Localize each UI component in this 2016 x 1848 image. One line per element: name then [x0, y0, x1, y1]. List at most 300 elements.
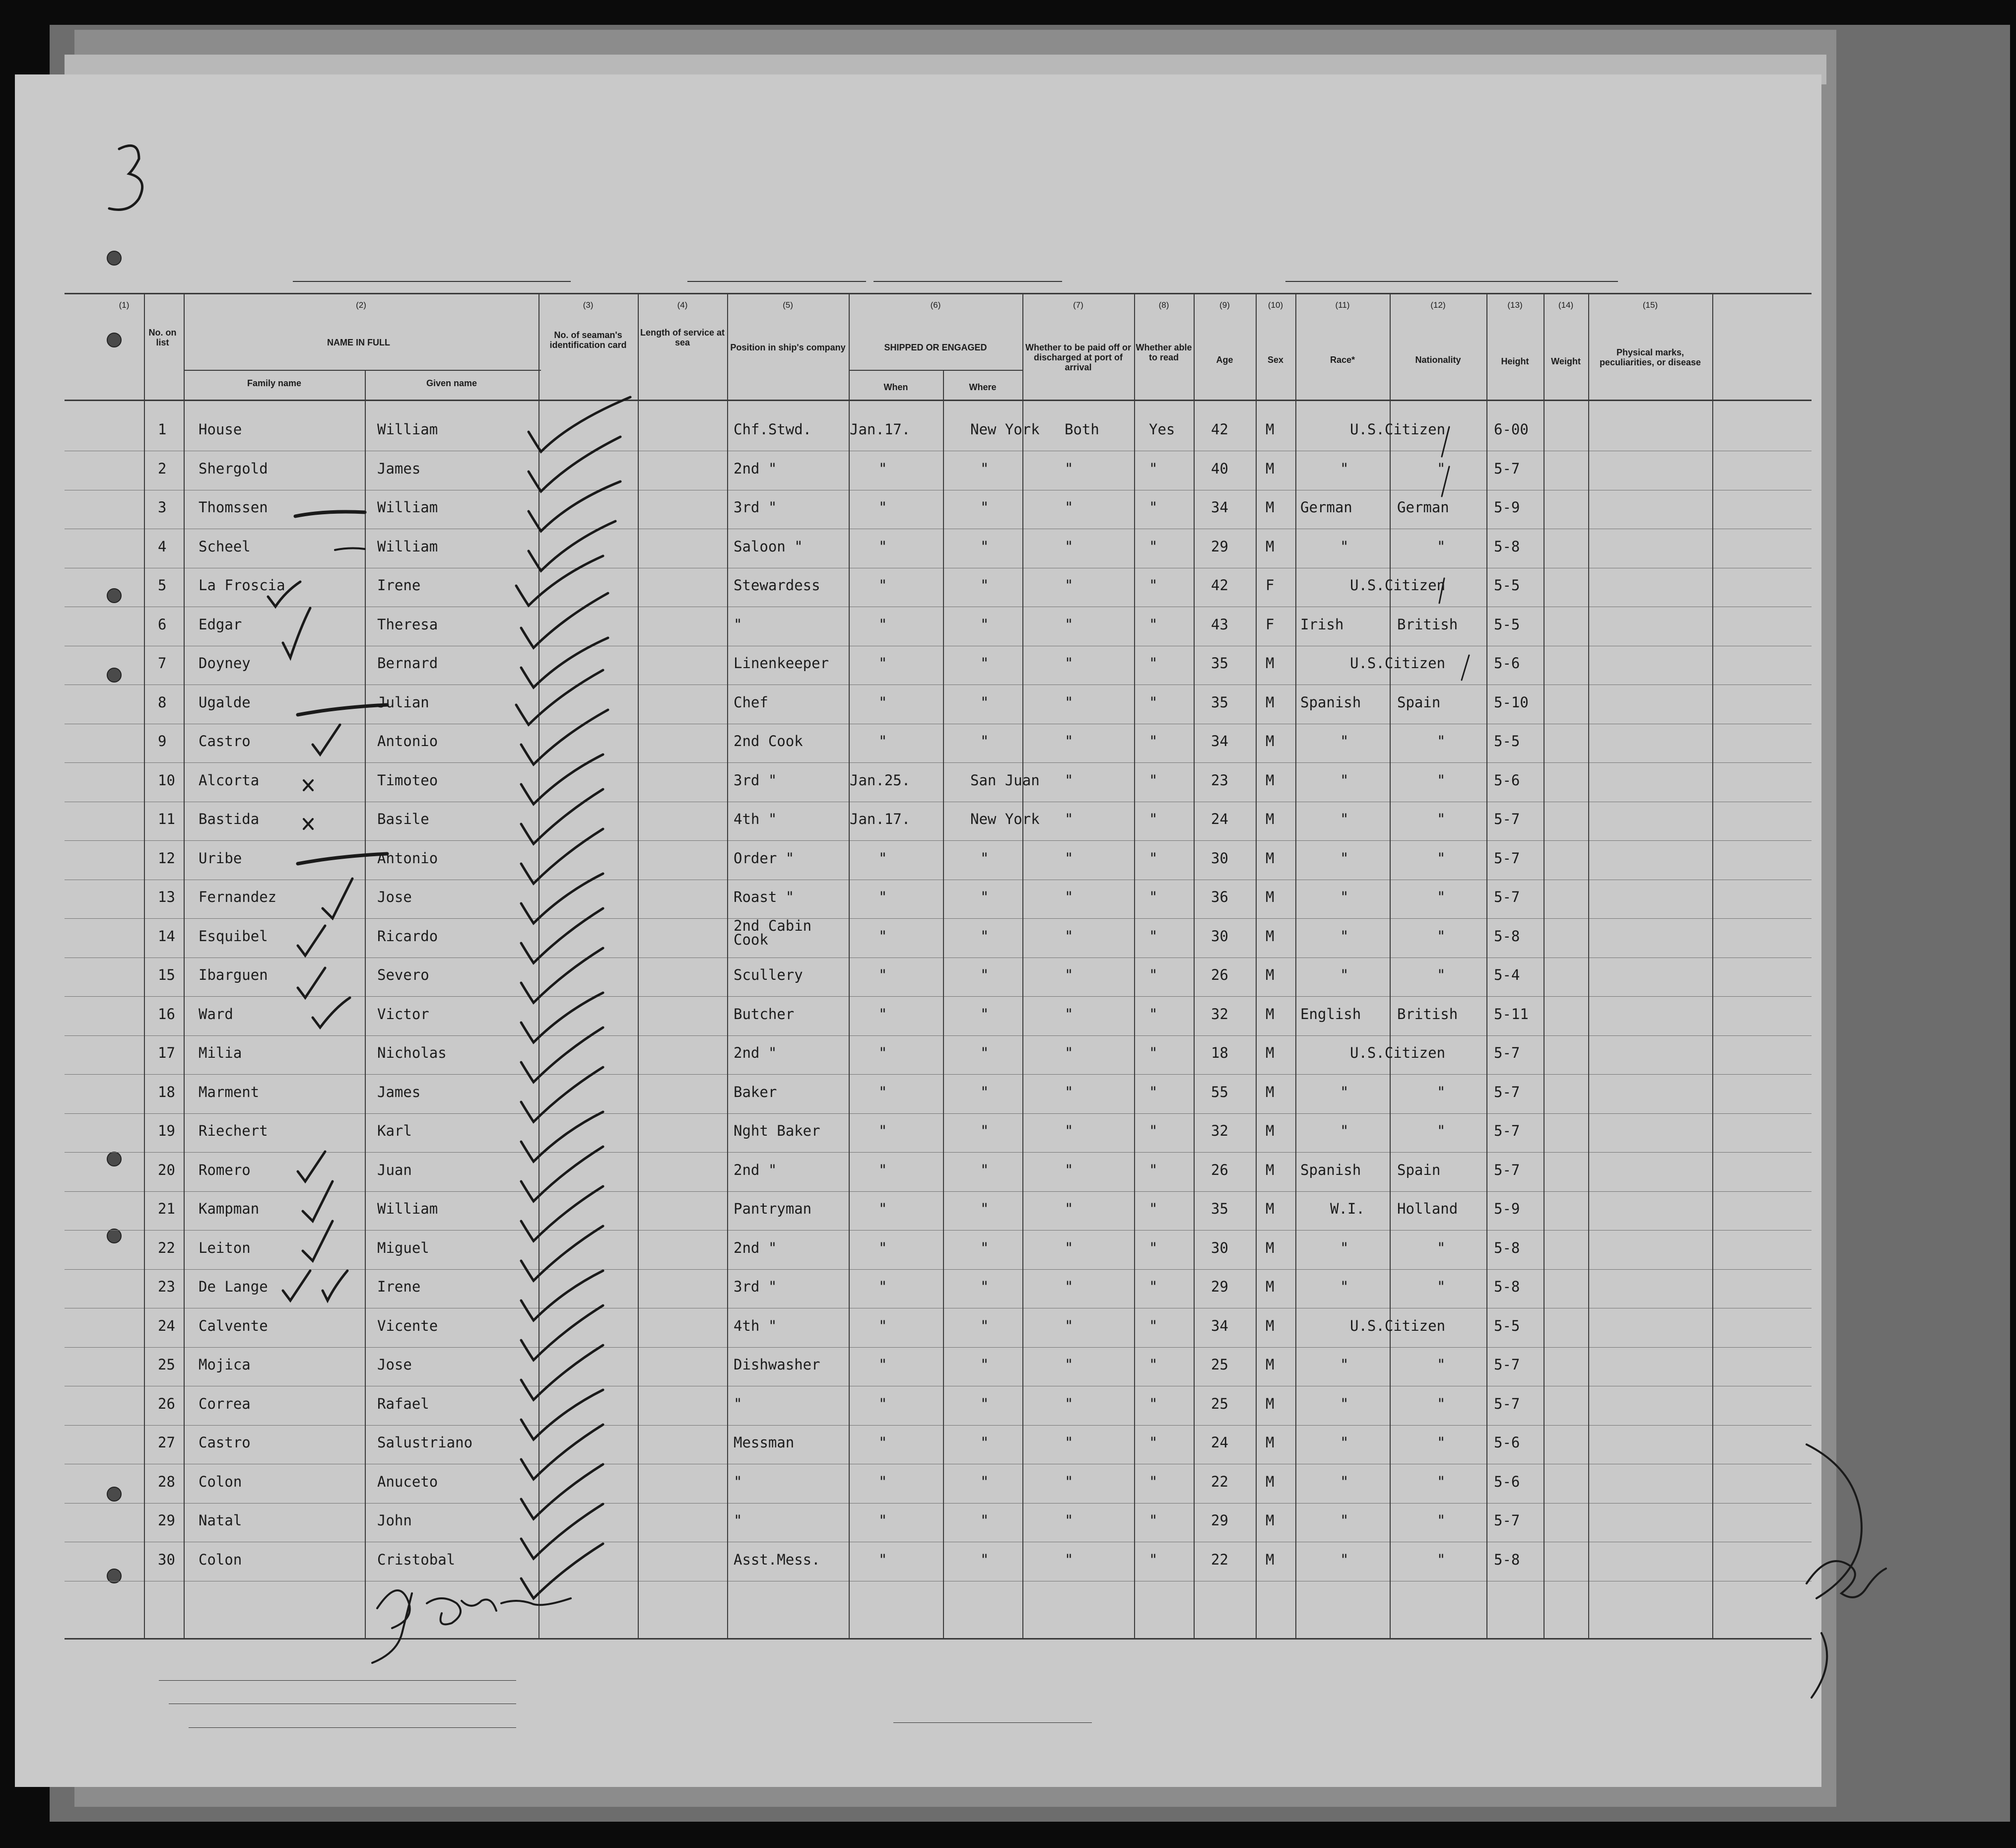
given-name: Basile	[377, 811, 429, 827]
shipped-when: "	[878, 1434, 887, 1451]
sex: M	[1266, 1083, 1275, 1100]
shipped-where: "	[980, 1551, 989, 1568]
height: 5-8	[1494, 538, 1520, 555]
shipped-when: Jan.25.	[850, 771, 911, 789]
sex: M	[1266, 1512, 1275, 1529]
sex: M	[1266, 538, 1275, 555]
age: 29	[1211, 1512, 1228, 1529]
paid-off: "	[1065, 655, 1074, 672]
shipped-where: "	[980, 1239, 989, 1256]
age: 29	[1211, 1278, 1228, 1295]
position: 3rd "	[734, 1278, 777, 1295]
position: Saloon "	[734, 538, 803, 555]
height: 5-7	[1494, 1083, 1520, 1100]
given-name: Severo	[377, 966, 429, 983]
height: 5-6	[1494, 655, 1520, 672]
shipped-where: "	[980, 889, 989, 905]
height: 6-00	[1494, 421, 1529, 438]
row-number: 4	[158, 538, 167, 555]
position: Butcher	[734, 1005, 795, 1023]
sex: M	[1266, 1551, 1275, 1568]
height: 5-7	[1494, 1161, 1520, 1178]
paid-off: "	[1065, 693, 1074, 711]
row-number: 1	[158, 421, 167, 438]
age: 32	[1211, 1122, 1228, 1139]
given-name: Victor	[377, 1005, 429, 1023]
family-name: Uribe	[199, 849, 242, 867]
position: Pantryman	[734, 1200, 812, 1217]
position: "	[734, 616, 742, 633]
given-name: Rafael	[377, 1395, 429, 1412]
age: 34	[1211, 499, 1228, 516]
sex: M	[1266, 1356, 1275, 1373]
sex: M	[1266, 499, 1275, 516]
header-service: Length of service at sea	[640, 328, 725, 347]
shipped-where: "	[980, 1473, 989, 1490]
shipped-where: "	[980, 733, 989, 750]
age: 42	[1211, 577, 1228, 594]
nationality: "	[1437, 1512, 1446, 1529]
race: English	[1300, 1005, 1361, 1023]
given-name: Miguel	[377, 1239, 429, 1256]
family-name: Shergold	[199, 460, 268, 477]
column-number: (15)	[1642, 300, 1658, 310]
header-age: Age	[1216, 355, 1233, 365]
shipped-when: "	[878, 655, 887, 672]
sex: M	[1266, 927, 1275, 945]
shipped-when: "	[878, 1200, 887, 1217]
race: "	[1340, 1473, 1349, 1490]
shipped-where: "	[980, 927, 989, 945]
race: "	[1340, 771, 1349, 789]
sex: M	[1266, 733, 1275, 750]
nationality: "	[1437, 966, 1446, 983]
row-number: 27	[158, 1434, 175, 1451]
family-name: Milia	[199, 1044, 242, 1061]
shipped-when: "	[878, 927, 887, 945]
race: "	[1340, 1395, 1349, 1412]
sex: M	[1266, 1239, 1275, 1256]
shipped-when: "	[878, 1239, 887, 1256]
able-to-read: "	[1149, 849, 1158, 867]
position: 2nd "	[734, 1161, 777, 1178]
shipped-where: "	[980, 1161, 989, 1178]
paid-off: "	[1065, 616, 1074, 633]
height: 5-8	[1494, 927, 1520, 945]
paid-off: "	[1065, 1200, 1074, 1217]
paid-off: "	[1065, 927, 1074, 945]
nationality: British	[1397, 1005, 1458, 1023]
height: 5-6	[1494, 1473, 1520, 1490]
shipped-when: "	[878, 1122, 887, 1139]
sex: M	[1266, 1278, 1275, 1295]
position: "	[734, 1473, 742, 1490]
shipped-when: "	[878, 1473, 887, 1490]
given-name: Jose	[377, 1356, 412, 1373]
header-no: No. on list	[148, 328, 177, 347]
sex: M	[1266, 1122, 1275, 1139]
paid-off: "	[1065, 538, 1074, 555]
race: "	[1340, 849, 1349, 867]
family-name: Castro	[199, 1434, 251, 1451]
header-given-name: Given name	[426, 378, 477, 388]
shipped-where: "	[980, 577, 989, 594]
height: 5-7	[1494, 889, 1520, 905]
shipped-where: "	[980, 1044, 989, 1061]
nationality: "	[1437, 889, 1446, 905]
able-to-read: "	[1149, 1434, 1158, 1451]
position: "	[734, 1395, 742, 1412]
race: Spanish	[1300, 1161, 1361, 1178]
nationality: Spain	[1397, 693, 1441, 711]
paid-off: "	[1065, 849, 1074, 867]
age: 29	[1211, 538, 1228, 555]
race: "	[1340, 1122, 1349, 1139]
shipped-where: "	[980, 1200, 989, 1217]
position: 3rd "	[734, 499, 777, 516]
shipped-when: Jan.17.	[850, 421, 911, 438]
shipped-when: "	[878, 577, 887, 594]
shipped-when: Jan.17.	[850, 811, 911, 827]
family-name: Bastida	[199, 811, 260, 827]
race: "	[1340, 538, 1349, 555]
height: 5-7	[1494, 811, 1520, 827]
height: 5-6	[1494, 1434, 1520, 1451]
able-to-read: "	[1149, 1239, 1158, 1256]
shipped-when: "	[878, 1278, 887, 1295]
column-number: (10)	[1268, 300, 1283, 310]
given-name: Anuceto	[377, 1473, 438, 1490]
given-name: Salustriano	[377, 1434, 473, 1451]
header-weight: Weight	[1551, 356, 1581, 366]
able-to-read: "	[1149, 577, 1158, 594]
age: 32	[1211, 1005, 1228, 1023]
family-name: De Lange	[199, 1278, 268, 1295]
position: Scullery	[734, 966, 803, 983]
paid-off: Both	[1065, 421, 1099, 438]
height: 5-7	[1494, 849, 1520, 867]
able-to-read: "	[1149, 733, 1158, 750]
race: Spanish	[1300, 693, 1361, 711]
row-number: 10	[158, 771, 175, 789]
nationality: U.S.Citizen	[1350, 421, 1446, 438]
nationality: British	[1397, 616, 1458, 633]
column-number: (4)	[677, 300, 688, 310]
column-number: (12)	[1430, 300, 1446, 310]
shipped-when: "	[878, 1005, 887, 1023]
family-name: Fernandez	[199, 889, 277, 905]
height: 5-5	[1494, 577, 1520, 594]
paid-off: "	[1065, 460, 1074, 477]
shipped-when: "	[878, 966, 887, 983]
able-to-read: "	[1149, 1005, 1158, 1023]
given-name: William	[377, 421, 438, 438]
able-to-read: "	[1149, 1044, 1158, 1061]
paid-off: "	[1065, 499, 1074, 516]
paid-off: "	[1065, 1356, 1074, 1373]
row-number: 26	[158, 1395, 175, 1412]
row-number: 8	[158, 693, 167, 711]
race: "	[1340, 889, 1349, 905]
shipped-when: "	[878, 499, 887, 516]
column-number: (8)	[1158, 300, 1169, 310]
age: 26	[1211, 966, 1228, 983]
given-name: Irene	[377, 577, 421, 594]
race: "	[1340, 1239, 1349, 1256]
sex: M	[1266, 1473, 1275, 1490]
able-to-read: "	[1149, 1278, 1158, 1295]
shipped-when: "	[878, 889, 887, 905]
age: 30	[1211, 1239, 1228, 1256]
race: "	[1340, 460, 1349, 477]
nationality: "	[1437, 1473, 1446, 1490]
row-number: 17	[158, 1044, 175, 1061]
family-name: La Froscia	[199, 577, 285, 594]
nationality: "	[1437, 1434, 1446, 1451]
race: "	[1340, 966, 1349, 983]
sex: M	[1266, 1161, 1275, 1178]
able-to-read: "	[1149, 460, 1158, 477]
able-to-read: "	[1149, 811, 1158, 827]
paid-off: "	[1065, 1278, 1074, 1295]
given-name: Vicente	[377, 1317, 438, 1334]
age: 24	[1211, 811, 1228, 827]
family-name: House	[199, 421, 242, 438]
shipped-where: "	[980, 1122, 989, 1139]
family-name: Ward	[199, 1005, 233, 1023]
shipped-when: "	[878, 849, 887, 867]
race: "	[1340, 927, 1349, 945]
given-name: Irene	[377, 1278, 421, 1295]
shipped-where: "	[980, 616, 989, 633]
height: 5-4	[1494, 966, 1520, 983]
nationality: "	[1437, 1239, 1446, 1256]
paid-off: "	[1065, 733, 1074, 750]
paid-off: "	[1065, 1083, 1074, 1100]
age: 26	[1211, 1161, 1228, 1178]
race: "	[1340, 1356, 1349, 1373]
column-number: (5)	[783, 300, 793, 310]
nationality: "	[1437, 1122, 1446, 1139]
height: 5-8	[1494, 1278, 1520, 1295]
height: 5-9	[1494, 499, 1520, 516]
row-number: 29	[158, 1512, 175, 1529]
family-name: Marment	[199, 1083, 260, 1100]
header-name-in-full: NAME IN FULL	[327, 338, 390, 347]
sex: M	[1266, 1200, 1275, 1217]
age: 34	[1211, 1317, 1228, 1334]
paid-off: "	[1065, 1122, 1074, 1139]
nationality: Holland	[1397, 1200, 1458, 1217]
height: 5-7	[1494, 1395, 1520, 1412]
shipped-when: "	[878, 1356, 887, 1373]
position: Chf.Stwd.	[734, 421, 812, 438]
row-number: 24	[158, 1317, 175, 1334]
nationality: "	[1437, 771, 1446, 789]
given-name: Theresa	[377, 616, 438, 633]
given-name: James	[377, 1083, 421, 1100]
height: 5-7	[1494, 1122, 1520, 1139]
sex: M	[1266, 460, 1275, 477]
position: Order "	[734, 849, 795, 867]
header-position: Position in ship's company	[730, 342, 846, 352]
family-name: Colon	[199, 1473, 242, 1490]
column-number: (3)	[583, 300, 594, 310]
sex: M	[1266, 1317, 1275, 1334]
header-race: Race*	[1330, 355, 1355, 365]
age: 42	[1211, 421, 1228, 438]
able-to-read: "	[1149, 1356, 1158, 1373]
able-to-read: "	[1149, 1161, 1158, 1178]
header-paid-off: Whether to be paid off or discharged at port of arrival	[1025, 342, 1131, 372]
family-name: Romero	[199, 1161, 251, 1178]
header-where: Where	[969, 382, 997, 392]
paid-off: "	[1065, 1512, 1074, 1529]
shipped-where: New York	[970, 811, 1040, 827]
position: Roast "	[734, 889, 795, 905]
given-name: Julian	[377, 693, 429, 711]
able-to-read: "	[1149, 499, 1158, 516]
race: "	[1340, 1434, 1349, 1451]
paid-off: "	[1065, 1395, 1074, 1412]
able-to-read: "	[1149, 616, 1158, 633]
header-read: Whether able to read	[1136, 342, 1192, 362]
shipped-when: "	[878, 616, 887, 633]
family-name: Calvente	[199, 1317, 268, 1334]
able-to-read: "	[1149, 1473, 1158, 1490]
given-name: Jose	[377, 889, 412, 905]
family-name: Doyney	[199, 655, 251, 672]
position: Messman	[734, 1434, 795, 1451]
shipped-when: "	[878, 733, 887, 750]
shipped-where: San Juan	[970, 771, 1040, 789]
able-to-read: "	[1149, 966, 1158, 983]
sex: M	[1266, 693, 1275, 711]
position: 3rd "	[734, 771, 777, 789]
nationality: "	[1437, 733, 1446, 750]
shipped-when: "	[878, 1317, 887, 1334]
position: Nght Baker	[734, 1122, 820, 1139]
sex: M	[1266, 1395, 1275, 1412]
given-name: Cristobal	[377, 1551, 456, 1568]
nationality: Spain	[1397, 1161, 1441, 1178]
paid-off: "	[1065, 1317, 1074, 1334]
shipped-where: "	[980, 499, 989, 516]
row-number: 23	[158, 1278, 175, 1295]
shipped-where: "	[980, 1083, 989, 1100]
position: 2nd "	[734, 460, 777, 477]
sex: M	[1266, 1005, 1275, 1023]
position: "	[734, 1512, 742, 1529]
given-name: William	[377, 538, 438, 555]
age: 55	[1211, 1083, 1228, 1100]
position: Asst.Mess.	[734, 1551, 820, 1568]
column-number: (1)	[119, 300, 130, 310]
header-nationality: Nationality	[1415, 355, 1461, 365]
column-number: (9)	[1219, 300, 1230, 310]
shipped-where: "	[980, 538, 989, 555]
sex: M	[1266, 655, 1275, 672]
row-number: 12	[158, 849, 175, 867]
nationality: "	[1437, 1395, 1446, 1412]
shipped-where: "	[980, 849, 989, 867]
able-to-read: "	[1149, 927, 1158, 945]
age: 25	[1211, 1356, 1228, 1373]
age: 22	[1211, 1551, 1228, 1568]
age: 40	[1211, 460, 1228, 477]
position: 2nd "	[734, 1044, 777, 1061]
shipped-when: "	[878, 460, 887, 477]
paid-off: "	[1065, 1434, 1074, 1451]
height: 5-5	[1494, 616, 1520, 633]
able-to-read: "	[1149, 1551, 1158, 1568]
given-name: Antonio	[377, 733, 438, 750]
age: 25	[1211, 1395, 1228, 1412]
paid-off: "	[1065, 889, 1074, 905]
shipped-where: New York	[970, 421, 1040, 438]
nationality: U.S.Citizen	[1350, 1317, 1446, 1334]
race: "	[1340, 1551, 1349, 1568]
able-to-read: "	[1149, 538, 1158, 555]
row-number: 2	[158, 460, 167, 477]
row-number: 30	[158, 1551, 175, 1568]
position: 4th "	[734, 811, 777, 827]
race: "	[1340, 811, 1349, 827]
header-marks: Physical marks, peculiarities, or disease	[1599, 347, 1701, 367]
shipped-when: "	[878, 1551, 887, 1568]
column-number: (14)	[1558, 300, 1574, 310]
column-number: (7)	[1073, 300, 1083, 310]
able-to-read: "	[1149, 655, 1158, 672]
shipped-where: "	[980, 655, 989, 672]
shipped-where: "	[980, 1278, 989, 1295]
able-to-read: "	[1149, 1122, 1158, 1139]
row-number: 3	[158, 499, 167, 516]
family-name: Ugalde	[199, 693, 251, 711]
height: 5-8	[1494, 1239, 1520, 1256]
row-number: 28	[158, 1473, 175, 1490]
position: Linenkeeper	[734, 655, 829, 672]
age: 22	[1211, 1473, 1228, 1490]
header-shipped: SHIPPED OR ENGAGED	[884, 342, 987, 352]
shipped-where: "	[980, 1395, 989, 1412]
nationality: "	[1437, 1356, 1446, 1373]
given-name: Nicholas	[377, 1044, 447, 1061]
nationality: "	[1437, 538, 1446, 555]
nationality: U.S.Citizen	[1350, 1044, 1446, 1061]
family-name: Alcorta	[199, 771, 260, 789]
age: 30	[1211, 927, 1228, 945]
race: German	[1300, 499, 1352, 516]
age: 36	[1211, 889, 1228, 905]
header-sex: Sex	[1267, 355, 1284, 365]
paid-off: "	[1065, 1473, 1074, 1490]
height: 5-7	[1494, 1044, 1520, 1061]
shipped-when: "	[878, 693, 887, 711]
header-height: Height	[1501, 356, 1529, 366]
row-number: 9	[158, 733, 167, 750]
nationality: "	[1437, 460, 1446, 477]
family-name: Ibarguen	[199, 966, 268, 983]
family-name: Esquibel	[199, 927, 268, 945]
paid-off: "	[1065, 1551, 1074, 1568]
sex: M	[1266, 966, 1275, 983]
given-name: Karl	[377, 1122, 412, 1139]
paid-off: "	[1065, 1239, 1074, 1256]
shipped-when: "	[878, 1044, 887, 1061]
given-name: Antonio	[377, 849, 438, 867]
position: Dishwasher	[734, 1356, 820, 1373]
